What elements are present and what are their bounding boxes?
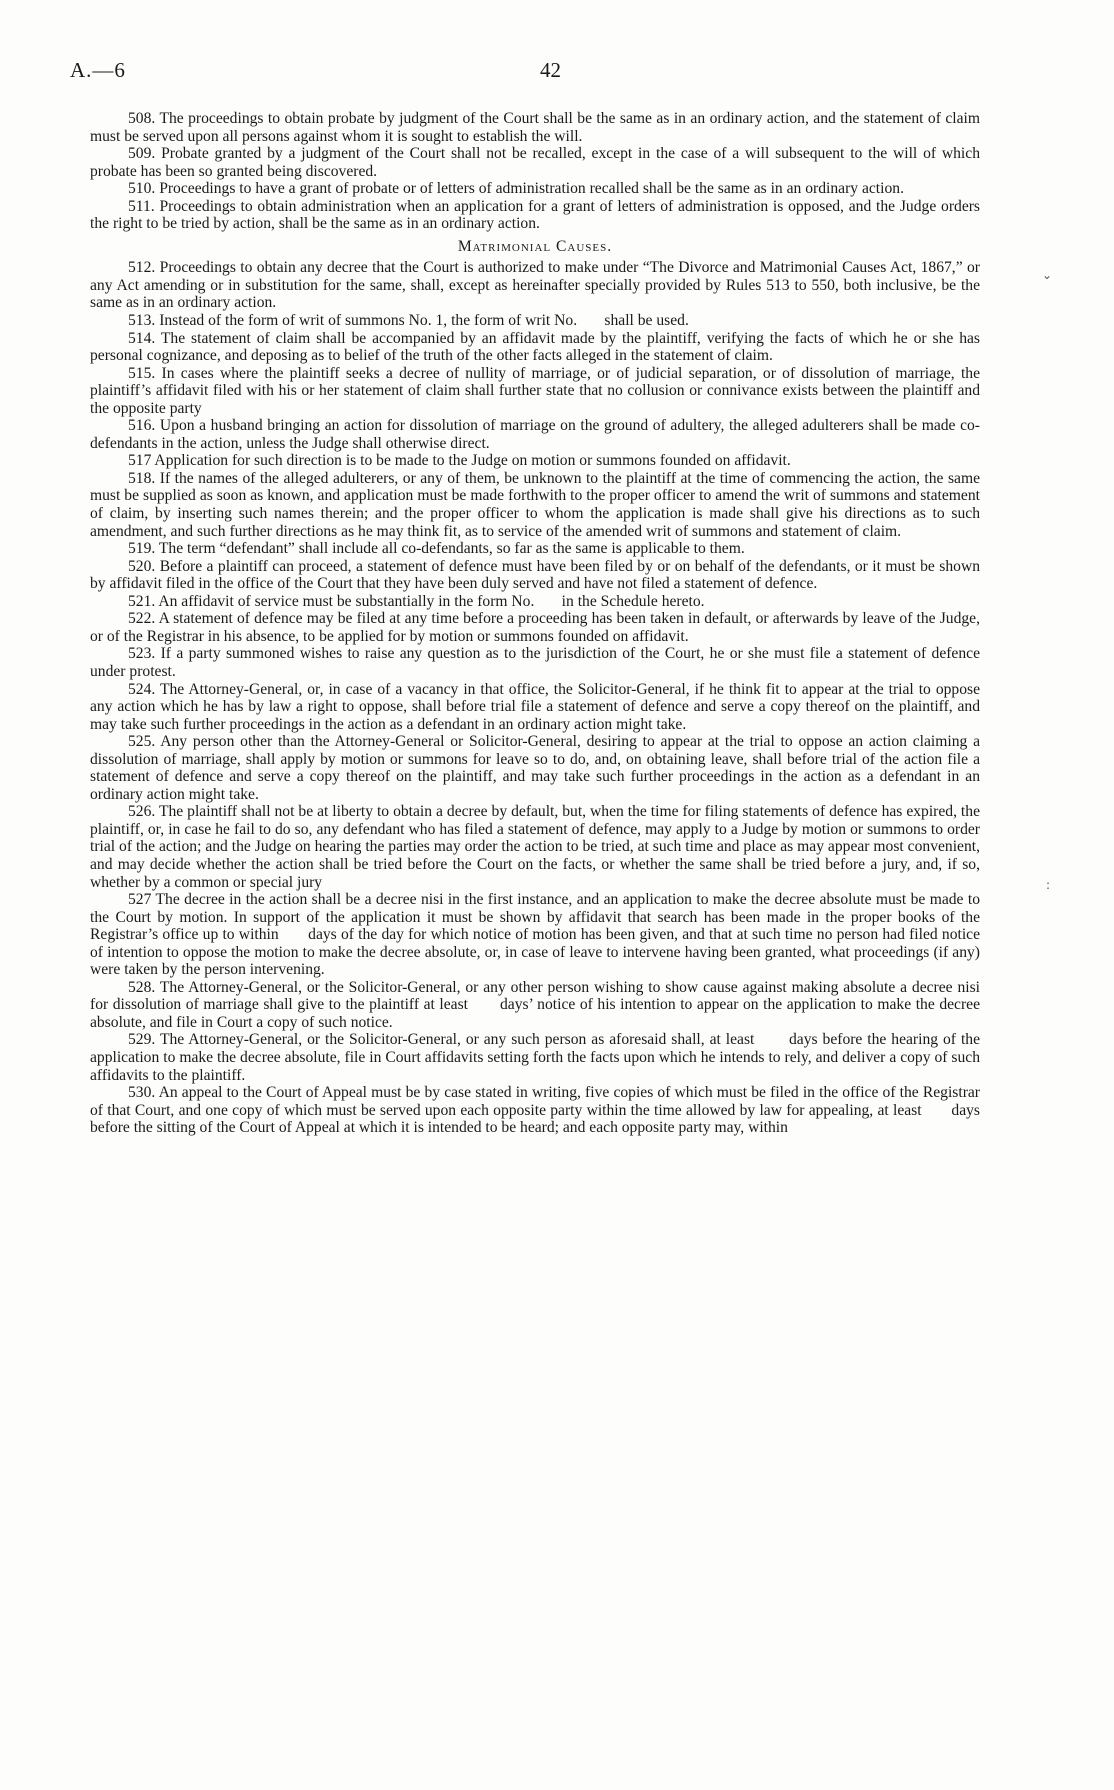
rule-518: 518. If the names of the alleged adulterers, or any of them, be unknown to the plaintiff at the time of commencing the action, the same must be supplied as soon as known, and application must be made forthwith to the proper officer to amend the writ of summons and statement of claim, by inserting such names therein; and the proper officer to whom the application is made shall give his directions as to such amendment, and such further directions as he may think fit, as to service of the amended writ of summons and statement of claim. xyxy=(90,469,980,540)
rule-512: 512. Proceedings to obtain any decree that the Court is authorized to make under “The Divorce and Matrimonial Causes Act, 1867,” or any Act amending or in substitution for the same, shall, except as hereinafter specially provided by Rules 513 to 550, both inclusive, be the same as in an ordinary action. xyxy=(90,259,980,312)
rule-524: 524. The Attorney-General, or, in case of a vacancy in that office, the Solicitor-General, if he think fit to appear at the trial to oppose any action which he has by law a right to oppose, shall before trial file a statement of defence and serve a copy thereof on the plaintiff, and may take such further proceedings in the action as a defendant in an ordinary action might take. xyxy=(90,680,980,733)
scan-mark: ⌄ xyxy=(1042,268,1053,282)
section-heading: Matrimonial Causes. xyxy=(457,237,613,255)
rule-530: 530. An appeal to the Court of Appeal must be by case stated in writing, five copies of which must be filed in the office of the Registrar of that Court, and one copy of which must be served upon each opposite party within the time allowed by law for appealing, at least days before the sitting of the Court of Appeal at which it is intended to be heard; and each opposite party may, within xyxy=(90,1084,984,1137)
rule-520: 520. Before a plaintiff can proceed, a statement of defence must have been filed by or on behalf of the defendants, or it must be shown by affidavit filed in the office of the Court that they have been duly served and have not filed a statement of defence. xyxy=(90,557,980,593)
rule-513: 513. Instead of the form of writ of summons No. 1, the form of writ No. shall be used. xyxy=(128,312,689,330)
rule-515: 515. In cases where the plaintiff seeks a decree of nullity of marriage, or of judicial separation, or of dissolution of marriage, the plaintiff’s affidavit filed with his or her statement of claim shall further state that no collusion or connivance exists between the plaintiff and the opposite party xyxy=(90,364,980,417)
rule-516: 516. Upon a husband bringing an action for dissolution of marriage on the ground of adultery, the alleged adulterers shall be made co-defendants in the action, unless the Judge shall otherwise direct. xyxy=(90,417,980,452)
rule-523: 523. If a party summoned wishes to raise any question as to the jurisdiction of the Court, he or she must file a statement of defence under protest. xyxy=(90,645,980,680)
rule-509: 509. Probate granted by a judgment of the Court shall not be recalled, except in the case of a will subsequent to the will of which probate has been so granted being discovered. xyxy=(90,145,980,180)
rule-517: 517 Application for such direction is to be made to the Judge on motion or summons founded on affidavit. xyxy=(128,452,791,470)
rule-514: 514. The statement of claim shall be accompanied by an affidavit made by the plaintiff, verifying the facts of which he or she has personal cognizance, and deposing as to belief of the truth of the other facts alleged in the statement of claim. xyxy=(90,329,980,365)
rule-527: 527 The decree in the action shall be a decree nisi in the first instance, and an application to make the decree absolute must be made to the Court by motion. In support of the application it must be shown by affidavit that search has been made in the proper books of the Registrar’s office up to within days of the day for which notice of motion has been given, and that at such time no person had filed notice of intention to oppose the motion to make the decree absolute, or, in case of leave to intervene having been granted, what proceedings (if any) were taken by the person intervening. xyxy=(90,891,984,979)
rule-521: 521. An affidavit of service must be substantially in the form No. in the Schedule hereto. xyxy=(128,592,705,610)
document-reference: A.—6 xyxy=(70,58,126,82)
rule-526: 526. The plaintiff shall not be at liberty to obtain a decree by default, but, when the time for filing statements of defence has expired, the plaintiff, or, in case he fail to do so, any defendant who has filed a statement of defence, may apply to a Judge by motion or summons to order trial of the action; and the Judge on hearing the parties may order the action to be tried, at such time and place as may appear most convenient, and may decide whether the action shall be tried before the Court on the facts, or whether the same shall be tried before a jury, and, if so, whether by a common or special jury xyxy=(90,803,980,891)
body-text xyxy=(90,110,984,1137)
rule-525: 525. Any person other than the Attorney-General or Solicitor-General, desiring to appear at the trial to oppose an action claiming a dissolution of marriage, shall apply by motion or summons for leave so to do, and, on obtaining leave, shall before trial of the action file a statement of defence and serve a copy thereof on the plaintiff, and may take such further proceedings in the action as a defendant in an ordinary action might take. xyxy=(90,733,980,803)
rule-519: 519. The term “defendant” shall include all co-defendants, so far as the same is applicable to them. xyxy=(128,540,745,558)
page-header xyxy=(70,58,980,88)
page-number: 42 xyxy=(540,58,561,82)
scan-mark: : xyxy=(1046,878,1051,892)
rule-510: 510. Proceedings to have a grant of probate or of letters of administration recalled shall be the same as in an ordinary action. xyxy=(128,180,904,198)
rule-508: 508. The proceedings to obtain probate by judgment of the Court shall be the same as in an ordinary action, and the statement of claim must be served upon all persons against whom it is sought to establish the will. xyxy=(90,110,980,145)
rule-511: 511. Proceedings to obtain administration when an application for a grant of letters of administration is opposed, and the Judge orders the right to be tried by action, shall be the same as in an ordinary action. xyxy=(90,197,980,233)
rule-522: 522. A statement of defence may be filed at any time before a proceeding has been taken in default, or afterwards by leave of the Judge, or of the Registrar in his absence, to be applied for by motion or summons founded on affidavit. xyxy=(90,610,980,645)
rule-529: 529. The Attorney-General, or the Solicitor-General, or any such person as aforesaid shall, at least days before the hearing of the application to make the decree absolute, file in Court affidavits setting forth the facts upon which he intends to rely, and deliver a copy of such affidavits to the plaintiff. xyxy=(90,1031,984,1084)
rule-528: 528. The Attorney-General, or the Solicitor-General, or any other person wishing to show cause against making absolute a decree nisi for dissolution of marriage shall give to the plaintiff at least days’ notice of his intention to appear on the application to make the decree absolute, and file in Court a copy of such notice. xyxy=(90,978,984,1031)
